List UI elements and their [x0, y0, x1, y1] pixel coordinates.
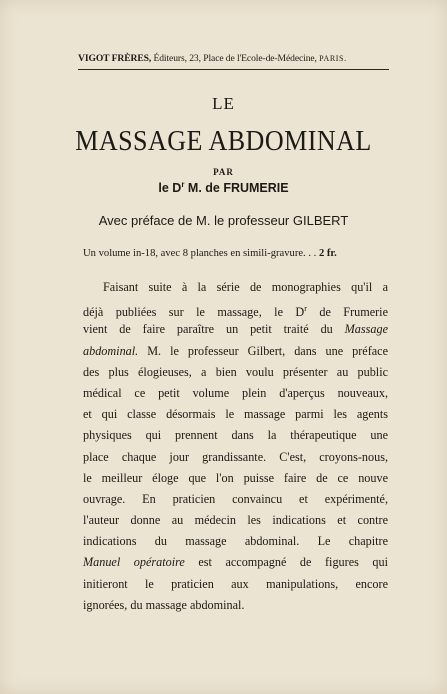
publisher-header [78, 53, 389, 64]
line-text: est accompagné de figures qui [184, 555, 388, 570]
paragraph-line: le meilleur éloge que l'on puisse faire de ce nouve [83, 470, 388, 485]
paragraph-line: l'auteur donne au médecin les indications et contre [83, 513, 388, 528]
paragraph-line: indications du massage abdominal. Le chapitre [83, 534, 388, 549]
paragraph-line: Faisant suite à la série de monographies qu'il a [103, 280, 388, 294]
paragraph-line: des plus élogieuses, a bien voulu présenter au public [83, 364, 388, 379]
paragraph-line: ouvrage. En praticien convaincu et expérimenté, [83, 491, 388, 506]
line-text: déjà publiées sur le massage, le D [83, 305, 305, 320]
book-title: MASSAGE ABDOMINAL [75, 126, 372, 157]
publisher-city: PARIS. [319, 54, 347, 63]
description-paragraph [83, 277, 388, 616]
author-prefix: le D [158, 181, 182, 196]
paragraph-line: initieront le praticien aux manipulations, encore [83, 576, 388, 591]
paragraph-line [83, 319, 388, 340]
author-line [0, 180, 447, 195]
publisher-name: VIGOT FRÈRES, [78, 53, 152, 64]
volume-format: Un volume in-18, avec 8 planches en simili-gravure. . . [83, 248, 317, 259]
paragraph-line: et qui classe désormais le massage parmi les agents [83, 407, 388, 422]
paragraph-line: place chaque jour grandissante. C'est, croyons-nous, [83, 449, 388, 464]
by-label: PAR [213, 167, 234, 177]
italic-text: abdominal. [83, 343, 139, 358]
paragraph-line: médical ce petit volume plein d'aperçus nouveaux, [83, 385, 388, 400]
italic-text: Massage [344, 322, 388, 337]
price: 2 fr. [318, 248, 337, 259]
title-article: LE [212, 94, 235, 113]
author-name: M. de FRUMERIE [184, 181, 289, 196]
paragraph-line: physiques qui prennent dans la thérapeutique une [83, 428, 388, 443]
line-text: vient de faire paraître un petit traité du [83, 322, 345, 337]
paragraph-line [83, 298, 388, 319]
line-sup: r [304, 304, 307, 314]
volume-description [83, 248, 383, 259]
paragraph-line [83, 552, 388, 573]
paragraph-line [83, 341, 388, 362]
header-divider [78, 69, 389, 70]
author-prefix-sup: r [181, 180, 185, 189]
preface-line: Avec préface de M. le professeur GILBERT [98, 213, 349, 228]
paragraph-line: ignorées, du massage abdominal. [83, 597, 245, 612]
line-text: de Frumerie [306, 305, 388, 320]
italic-text: Manuel opératoire [83, 555, 185, 570]
publisher-address: Éditeurs, 23, Place de l'Ecole-de-Médecine, [151, 53, 320, 64]
line-text: M. le professeur Gilbert, dans une préface [138, 343, 388, 358]
